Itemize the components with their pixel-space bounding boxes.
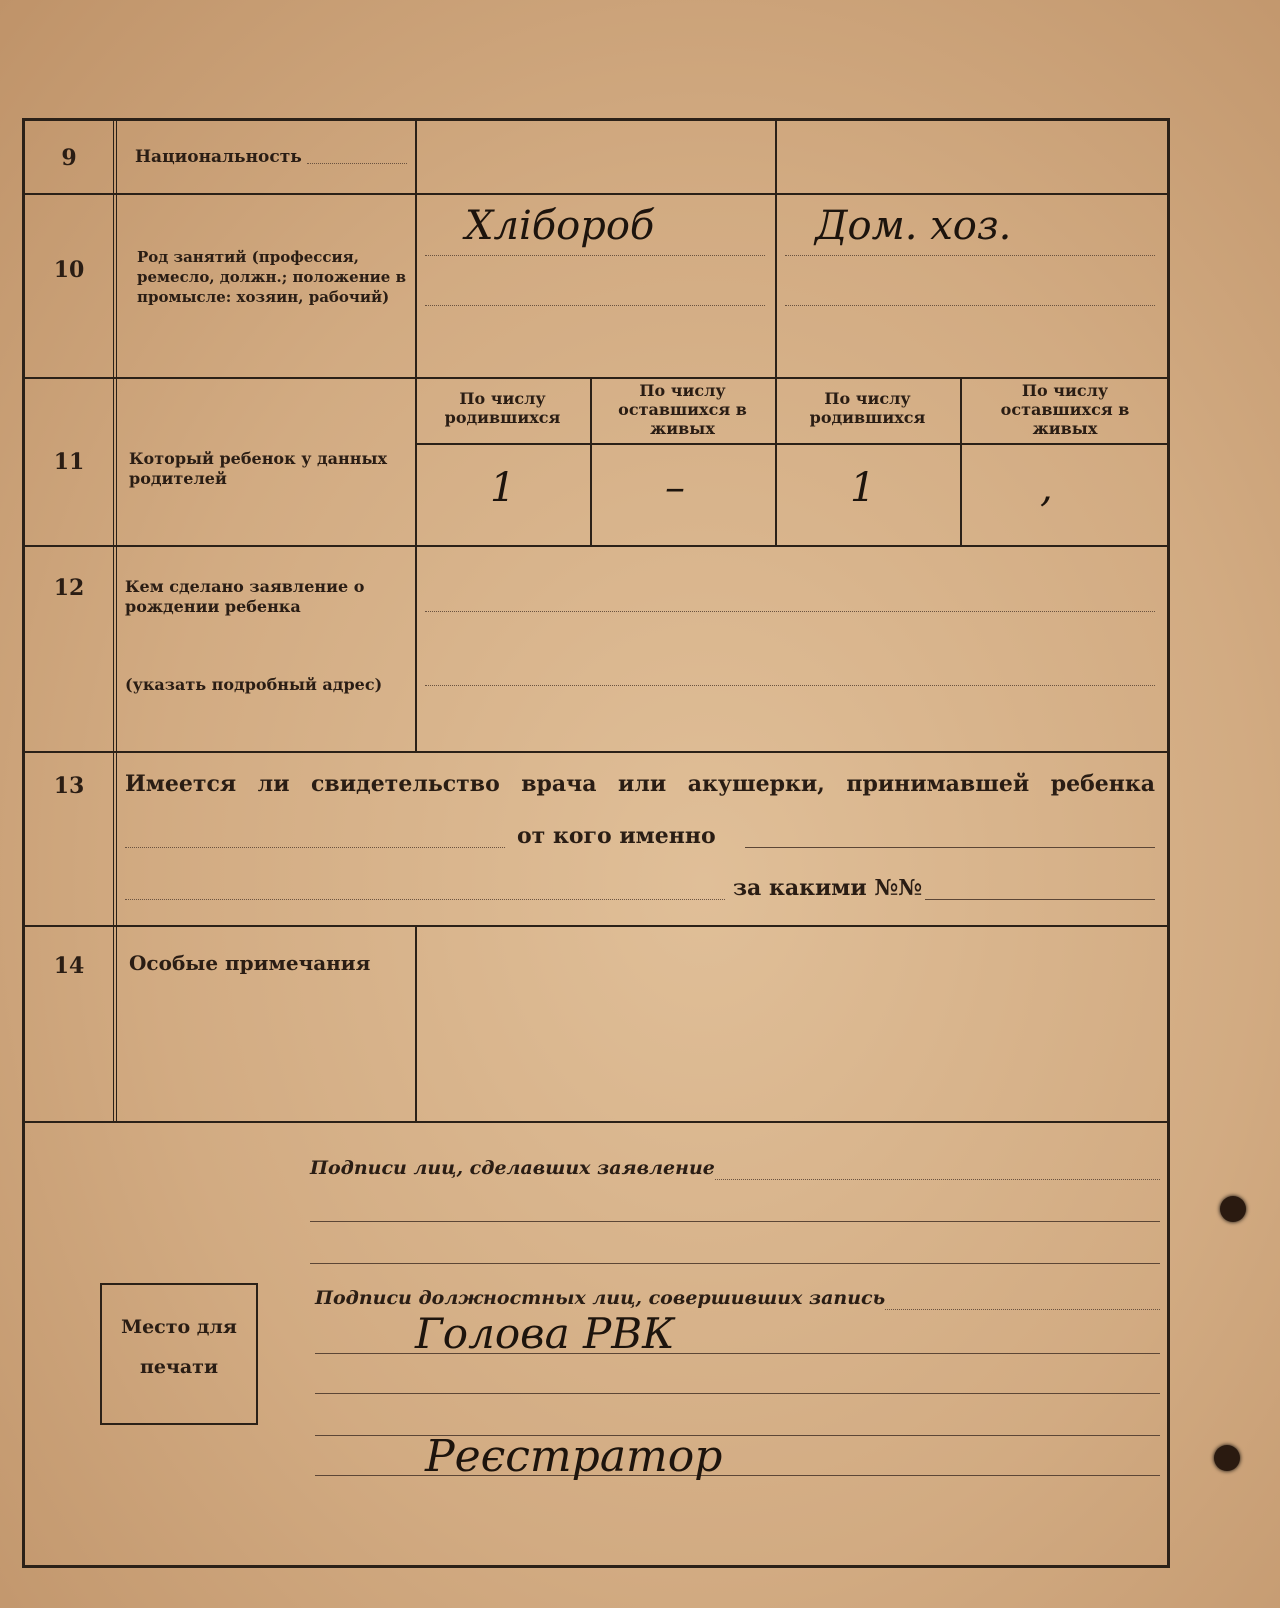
subheader-alive: По числу оставшихся в живых: [618, 381, 747, 438]
dotted-line: [425, 685, 1155, 686]
divider: [113, 751, 117, 925]
value-born-father: 1: [490, 465, 516, 511]
divider: [775, 377, 777, 545]
subheader-alive: По числу оставшихся в живых: [1000, 381, 1130, 438]
divider: [415, 925, 417, 1121]
official-signatures-label: Подписи должностных лиц, совершивших запись: [315, 1287, 886, 1309]
divider: [415, 193, 417, 377]
declarant-signatures-label: Подписи лиц, сделавших заявление: [310, 1157, 715, 1179]
row-remarks: [25, 925, 1167, 1123]
stamp-label-line2: печати: [139, 1356, 219, 1378]
value-alive-mother: ,: [1040, 465, 1053, 511]
dotted-leader: [307, 163, 407, 164]
certificate-question: Имеется ли свидетельство врача или акушерки, принимавшей ребенка: [125, 771, 1155, 797]
dotted-line: [785, 255, 1155, 256]
row-certificate: [25, 751, 1167, 927]
stamp-label-line1: Место для: [121, 1316, 237, 1338]
row-number: 13: [53, 773, 85, 799]
binding-hole: [1220, 1196, 1246, 1222]
value-alive-father: –: [665, 465, 685, 511]
divider: [960, 377, 962, 545]
child-order-label: Который ребенок у данных родителей: [129, 449, 388, 488]
fill-line: [745, 847, 1155, 848]
row-number: 12: [53, 575, 85, 601]
dotted-line: [425, 305, 765, 306]
row-child-order: [25, 377, 1167, 547]
from-whom-label: от кого именно: [517, 823, 716, 849]
divider: [113, 121, 117, 193]
fill-line: [925, 899, 1155, 900]
binding-hole: [1214, 1445, 1240, 1471]
divider: [415, 377, 417, 545]
dotted-line: [125, 847, 505, 848]
fill-line: [310, 1263, 1160, 1264]
divider: [415, 121, 417, 193]
divider: [113, 925, 117, 1121]
divider: [415, 545, 417, 751]
mother-occupation: Дом. хоз.: [815, 203, 1012, 249]
remarks-label: Особые примечания: [129, 951, 371, 975]
row-number: 10: [53, 257, 85, 283]
row-number: 14: [53, 953, 85, 979]
address-label: (указать подробный адрес): [125, 675, 383, 694]
fill-line: [310, 1221, 1160, 1222]
value-born-mother: 1: [850, 465, 876, 511]
row-nationality: [25, 121, 1167, 195]
numbers-label: за какими №№: [733, 875, 923, 901]
divider: [113, 193, 117, 377]
father-occupation: Хлібороб: [465, 203, 655, 249]
divider: [113, 377, 117, 545]
signature-head: Голова РВК: [415, 1309, 675, 1358]
divider: [113, 545, 117, 751]
subheader-born: По числу родившихся: [809, 389, 926, 427]
dotted-line: [785, 305, 1155, 306]
row-number: 9: [61, 145, 77, 171]
subheader-born: По числу родившихся: [444, 389, 561, 427]
nationality-label: Национальность: [135, 147, 302, 167]
occupation-label: Род занятий (профессия, ремесло, должн.; положение в промысле: хозяин, рабочий): [137, 248, 406, 306]
subheader-rule: [415, 443, 1170, 445]
stamp-place: [100, 1283, 258, 1425]
fill-line: [315, 1393, 1160, 1394]
divider: [775, 193, 777, 377]
dotted-line: [125, 899, 725, 900]
dotted-line: [715, 1179, 1160, 1180]
dotted-line: [425, 255, 765, 256]
signature-registrar: Реєстратор: [425, 1431, 723, 1482]
declarant-label: Кем сделано заявление о рождении ребенка: [125, 577, 365, 616]
row-occupation: [25, 193, 1167, 379]
dotted-line: [425, 611, 1155, 612]
divider: [775, 121, 777, 193]
row-declarant: [25, 545, 1167, 753]
row-number: 11: [53, 449, 85, 475]
divider: [590, 377, 592, 545]
dotted-line: [885, 1309, 1160, 1310]
